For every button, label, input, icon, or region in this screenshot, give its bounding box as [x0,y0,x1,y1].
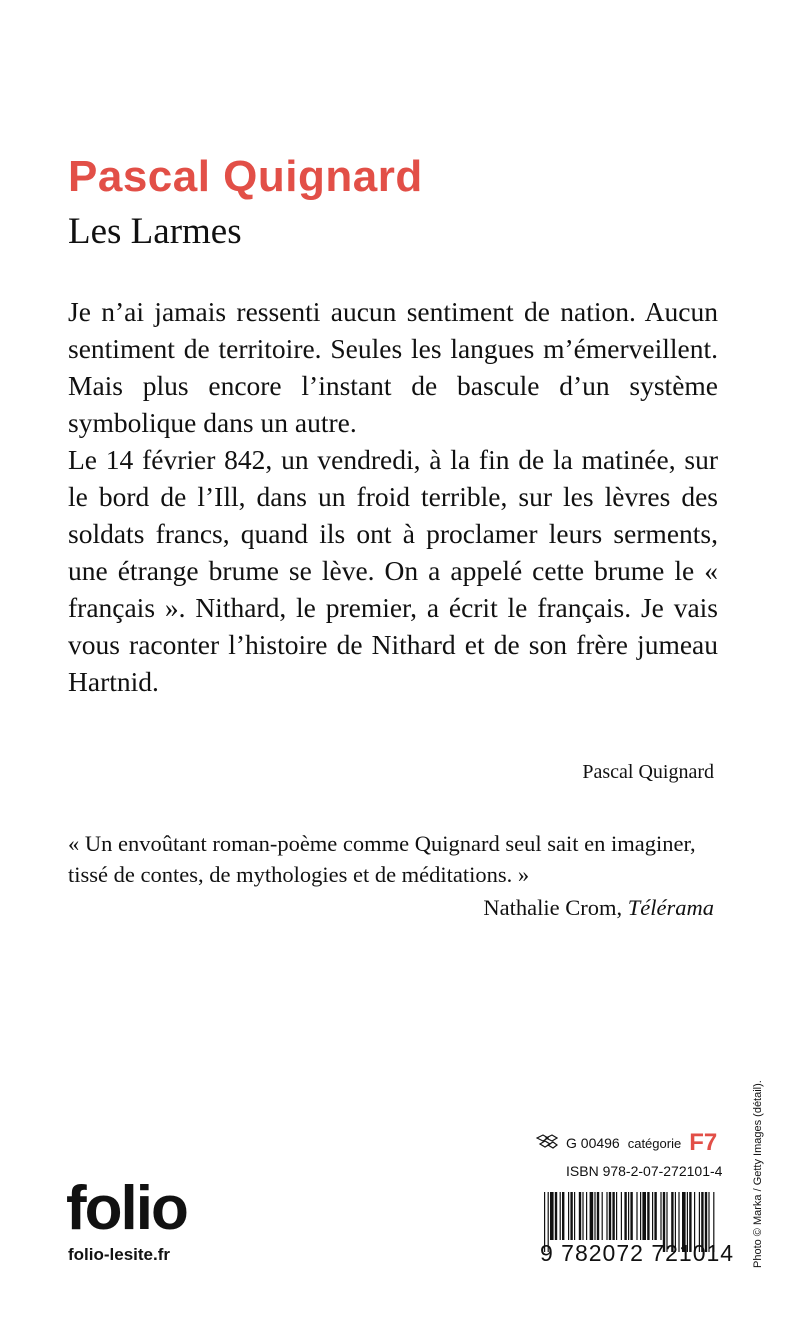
barcode-bar [582,1192,583,1240]
review-publication: Télérama [627,895,714,920]
folio-emblem-icon [536,1134,558,1153]
barcode-bar [568,1192,569,1240]
barcode-bar [579,1192,581,1240]
category-value: F7 [689,1129,718,1156]
barcode-bar [550,1192,554,1240]
barcode-bar [597,1192,599,1240]
barcode-digits: 9 782072 721014 [540,1240,735,1266]
author-name: Pascal Quignard [68,152,423,201]
barcode-bar [654,1192,656,1240]
barcode-bar [606,1192,607,1240]
barcode-bar [621,1192,622,1240]
barcode-bar [660,1192,661,1240]
barcode-bar [609,1192,611,1240]
barcode-bar [640,1192,641,1240]
barcode-bar [590,1192,594,1240]
barcode-bar [652,1192,653,1240]
publisher-website[interactable]: folio-lesite.fr [68,1245,171,1264]
review-attribution [483,895,714,921]
review-critic: Nathalie Crom, [483,895,623,920]
barcode-bar [594,1192,595,1240]
barcode-bar [570,1192,572,1240]
isbn: ISBN 978-2-07-272101-4 [566,1163,723,1179]
barcode-bar [647,1192,649,1240]
blurb-signature: Pascal Quignard [582,761,714,783]
barcode-bar [628,1192,629,1240]
barcode-bar [574,1192,575,1240]
barcode-bar [630,1192,632,1240]
catalog-row [536,1131,717,1155]
barcode-bar [616,1192,617,1240]
barcode-bar [586,1192,587,1240]
barcode-bar [602,1192,603,1240]
barcode-bar [560,1192,561,1240]
barcode-bar [562,1192,564,1240]
blurb-paragraph-2: Le 14 février 842, un vendredi, à la fin de la matinée, sur le bord de l’Ill, dans un froid terrible, sur les lèvres des soldats francs, quand ils ont à proclamer leurs serments, une étrange brume se lève. On a appelé cette brume le « français ». Nithard, le premier, a écrit le français. Je vais vous raconter l’histoire de Nithard et de son frère jumeau Hartnid. [68,444,718,697]
blurb-paragraph-1: Je n’ai jamais ressenti aucun sentiment de nation. Aucun sentiment de territoire. Seules les langues m’émerveillent. Mais plus encore l’instant de bascule d’un système symbolique dans un autre. [68,296,718,438]
book-title: Les Larmes [68,211,242,252]
barcode-bar [642,1192,646,1240]
barcode-bar [612,1192,614,1240]
photo-credit: Photo © Marka / Getty Images (détail). [752,1080,764,1268]
category-label: catégorie [627,1135,682,1151]
barcode-bar [555,1192,557,1240]
folio-logo: folio [66,1174,187,1243]
barcode-bar [624,1192,626,1240]
barcode-bar [636,1192,637,1240]
review-quote: « Un envoûtant roman-poème comme Quignard seul sait en imaginer, tissé de contes, de mythologies et de méditations. » [68,831,696,887]
catalog-code: G 00496 [566,1135,620,1151]
back-cover-blurb [68,293,718,700]
